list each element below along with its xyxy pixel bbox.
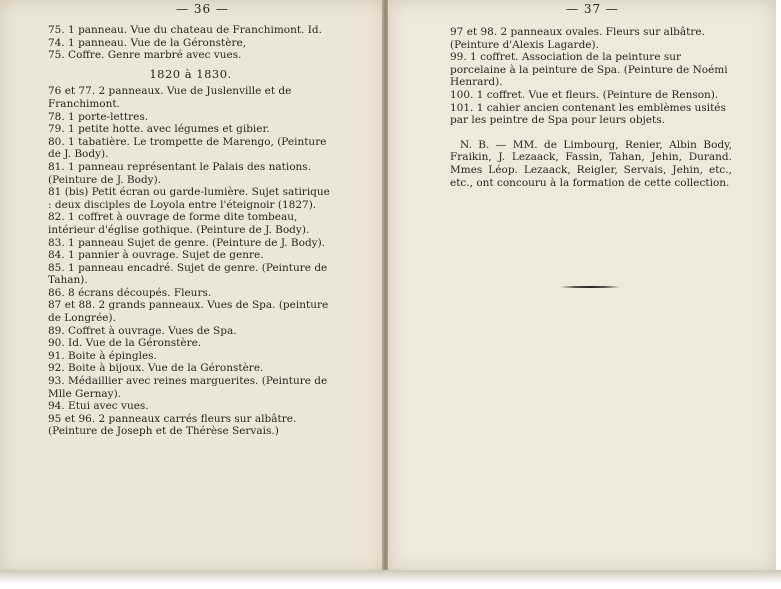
catalog-entry — [450, 102, 732, 127]
entry-text: 2 grands panneaux. Vues de Spa. (peinture de Longrée). — [48, 299, 329, 325]
entry-number: 80. — [48, 135, 65, 148]
entry-number: 82. — [48, 211, 65, 224]
entry-number: 91. — [48, 349, 65, 362]
entry-text: 1 tabatière. Le trompette de Marengo, (Peinture de J. Body). — [48, 135, 327, 161]
left-page — [0, 0, 384, 572]
entry-number: 90. — [48, 337, 65, 350]
entry-text: Coffret à ouvrage. Vues de Spa. — [68, 324, 237, 337]
catalog-entry — [48, 400, 333, 413]
catalog-entry — [48, 49, 333, 62]
entry-text: Coffre. Genre marbré avec vues. — [68, 49, 242, 62]
entry-number: 75. — [48, 24, 65, 36]
entry-text: (bis) Petit écran ou garde-lumière. Sujet satirique : deux disciples de Loyola entre l'éteignoir (1827). — [48, 186, 330, 211]
entry-number: 76 et 77. — [48, 85, 96, 98]
entry-text: 1 coffret. Vue et fleurs. (Peinture de Renson). — [476, 88, 719, 101]
entry-number: 79. — [48, 123, 65, 136]
entry-number: 101. — [450, 101, 474, 114]
entry-number: 75. — [48, 49, 65, 62]
catalog-entry — [48, 262, 333, 287]
catalog-entry — [450, 26, 732, 51]
entry-text: 2 panneaux carrés fleurs sur albâtre. (Peinture de Joseph et de Thérèse Servais.) — [48, 412, 297, 438]
catalog-entry — [48, 85, 333, 110]
entry-number: 81. — [48, 160, 65, 173]
entry-number: 99. — [450, 51, 467, 64]
entry-text: 1 panneau Sujet de genre. (Peinture de J. Body). — [68, 236, 326, 249]
entry-text: 2 panneaux ovales. Fleurs sur albâtre. (Peinture d'Alexis Lagarde). — [450, 26, 705, 51]
entry-text: Médaillier avec reines marguerites. (Peinture de Mlle Gernay). — [48, 375, 328, 400]
entry-text: Etui avec vues. — [68, 400, 149, 413]
catalog-entry — [48, 325, 333, 338]
ornament-rule — [558, 284, 622, 290]
entry-number: 97 et 98. — [450, 26, 498, 38]
catalog-entry — [48, 249, 333, 262]
catalog-entry — [48, 413, 333, 438]
entry-number: 87 et 88. — [48, 299, 96, 312]
left-entry-list-top — [48, 24, 333, 62]
entry-text: 1 coffret. Association de la peinture sur porcelaine à la peinture de Spa. (Peinture de Noémi Henrard). — [450, 51, 728, 89]
entry-number: 85. — [48, 261, 65, 274]
entry-number: 92. — [48, 362, 65, 375]
entry-text: Id. Vue de la Géronstère. — [68, 337, 202, 350]
entry-number: 93. — [48, 375, 65, 388]
entry-text: Boite à bijoux. Vue de la Géronstère. — [68, 362, 264, 375]
entry-text: 1 panneau. Vue de la Géronstère, — [68, 36, 247, 49]
entry-text: 1 panneau représentant le Palais des nations. (Peinture de J. Body). — [48, 160, 312, 186]
right-entry-list — [450, 26, 732, 127]
catalog-entry — [48, 161, 333, 186]
catalog-entry — [450, 51, 732, 89]
left-page-number: — 36 — — [176, 2, 229, 16]
entry-number: 83. — [48, 236, 65, 249]
entry-number: 81 — [48, 186, 62, 199]
catalog-entry — [48, 287, 333, 300]
entry-text: 8 écrans découpés. Fleurs. — [68, 286, 212, 299]
entry-text: 1 panneau encadré. Sujet de genre. (Peinture de Tahan). — [48, 261, 328, 287]
entry-number: 74. — [48, 36, 65, 49]
catalog-entry — [48, 37, 333, 50]
entry-number: 100. — [450, 88, 474, 101]
left-entry-list — [48, 85, 333, 438]
entry-text: 1 cahier ancien contenant les emblèmes usités par les peintre de Spa pour leurs objets. — [450, 101, 726, 127]
catalog-entry — [48, 237, 333, 250]
catalog-entry — [48, 136, 333, 161]
catalog-entry — [48, 24, 333, 37]
entry-number: 84. — [48, 249, 65, 262]
left-page-content — [48, 24, 333, 438]
catalog-entry — [48, 375, 333, 400]
catalog-entry — [48, 186, 333, 211]
entry-text: 1 petite hotte. avec légumes et gibier. — [68, 123, 270, 136]
note-paragraph: N. B. — MM. de Limbourg, Renier, Albin Body, Fraikin, J. Lezaack, Fassin, Tahan, Jehin, Durand. Mmes Léop. Lezaack, Reigler, Servais, Jehin, etc., etc., ont concouru à la formation de cette collection. — [450, 138, 732, 189]
catalog-entry — [48, 362, 333, 375]
catalog-entry — [48, 299, 333, 324]
entry-text: 1 coffret à ouvrage de forme dite tombeau, intérieur d'église gothique. (Peinture de J. Body). — [48, 211, 310, 236]
page-bottom-edge — [0, 570, 781, 589]
catalog-entry — [48, 337, 333, 350]
entry-number: 94. — [48, 400, 65, 413]
catalog-entry — [48, 111, 333, 124]
right-page-number: — 37 — — [566, 2, 619, 16]
catalog-entry — [48, 350, 333, 363]
catalog-entry — [48, 123, 333, 136]
section-heading: 1820 à 1830. — [149, 66, 232, 81]
entry-number: 89. — [48, 324, 65, 337]
right-page-content — [450, 26, 732, 189]
catalog-entry — [48, 211, 333, 236]
entry-text: 1 pannier à ouvrage. Sujet de genre. — [68, 249, 264, 262]
entry-text: 2 panneaux. Vue de Juslenville et de Franchimont. — [48, 85, 292, 110]
entry-number: 86. — [48, 286, 65, 299]
entry-number: 78. — [48, 110, 65, 123]
entry-text: Boite à épingles. — [68, 349, 157, 362]
entry-text: 1 panneau. Vue du chateau de Franchimont. Id. — [68, 24, 322, 36]
entry-text: 1 porte-lettres. — [68, 110, 149, 123]
entry-number: 95 et 96. — [48, 412, 96, 425]
catalog-entry — [450, 89, 732, 102]
